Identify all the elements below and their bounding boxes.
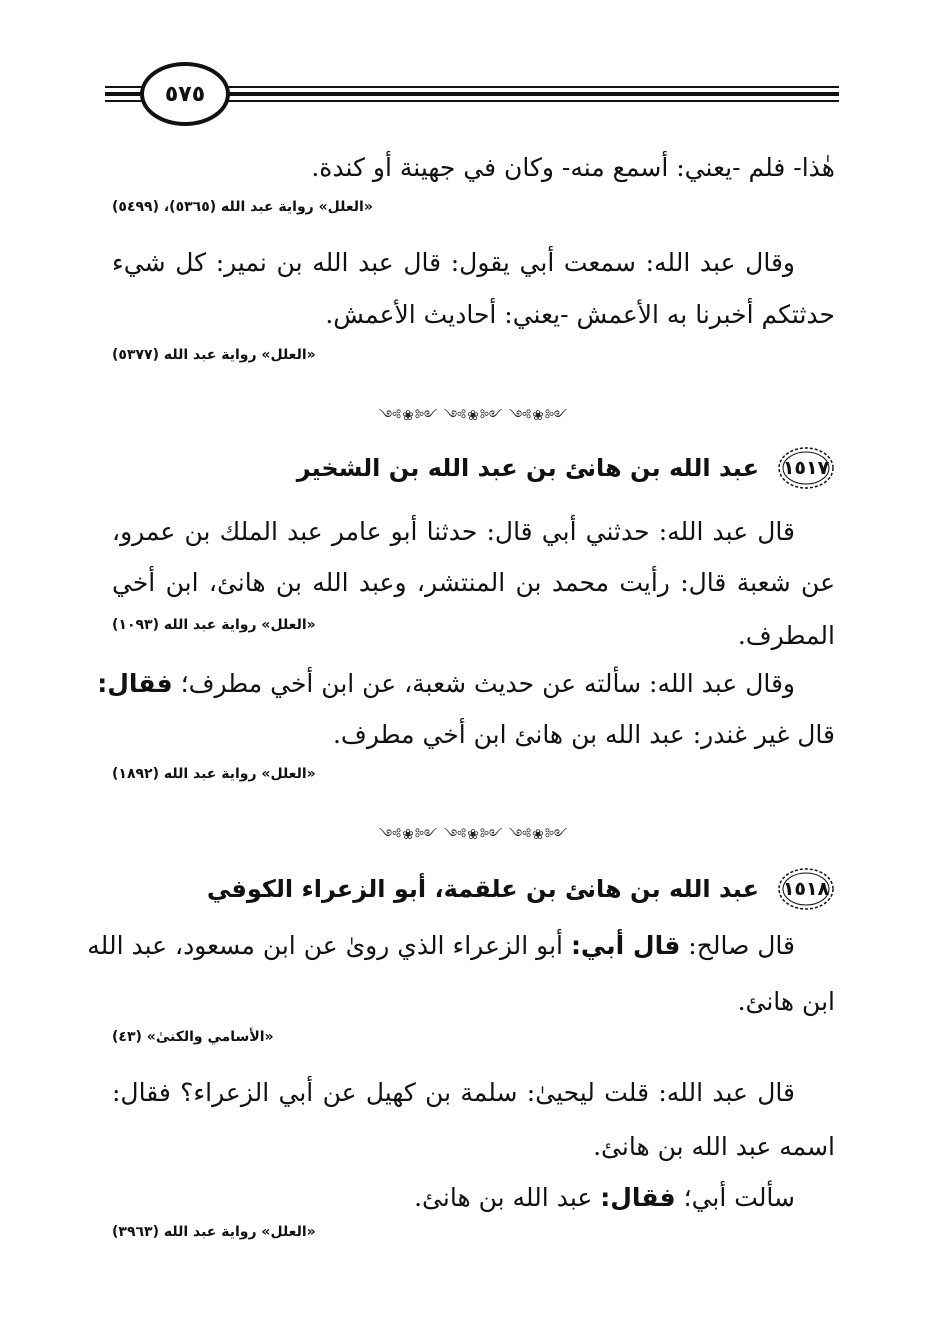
page-number: ٥٧٥ — [140, 62, 230, 126]
section-divider-ornament: ༺❀༻ ༺❀༻ ༺❀༻ — [378, 827, 569, 843]
text-run: وقال عبد الله: سألته عن حديث شعبة، عن ابن أخي مطرف؛ — [172, 669, 795, 698]
text-line: قال عبد الله: حدثني أبي قال: حدثنا أبو عامر عبد الملك بن عمرو، — [112, 517, 795, 546]
entry-title: عبد الله بن هانئ بن علقمة، أبو الزعراء الكوفي — [206, 875, 759, 903]
entry-heading — [112, 866, 835, 912]
emphasis: قال أبي: — [570, 931, 681, 960]
source-citation: «العلل» رواية عبد الله (٣٩٦٣) — [112, 1224, 316, 1240]
text-line — [112, 1178, 835, 1218]
text-line: قال غير غندر: عبد الله بن هانئ ابن أخي مطرف. — [332, 720, 835, 749]
text-line: هٰذا- فلم -يعني: أسمع منه- وكان في جهينة أو كندة. — [311, 153, 835, 182]
source-citation: «العلل» رواية عبد الله (٥٣٦٥)، (٥٤٩٩) — [112, 199, 373, 215]
entry-heading — [112, 445, 835, 491]
text-run: قال صالح: — [680, 931, 795, 960]
text-line: عن شعبة قال: رأيت محمد بن المنتشر، وعبد الله بن هانئ، ابن أخي — [112, 568, 835, 597]
text-line: ابن هانئ. — [737, 987, 835, 1016]
text-line: المطرف. — [737, 621, 835, 650]
text-line: اسمه عبد الله بن هانئ. — [593, 1132, 835, 1161]
text-run: أبو الزعراء الذي روىٰ عن ابن مسعود، عبد الله — [87, 931, 571, 960]
text-line: وقال عبد الله: سمعت أبي يقول: قال عبد الله بن نمير: كل شيء — [112, 248, 795, 277]
emphasis: فقال: — [600, 1183, 676, 1212]
source-citation: «العلل» رواية عبد الله (١٨٩٢) — [112, 766, 316, 782]
text-run: عبد الله بن هانئ. — [414, 1183, 601, 1212]
text-run: سألت أبي؛ — [675, 1183, 795, 1212]
text-line — [87, 926, 835, 966]
entry-title: عبد الله بن هانئ بن عبد الله بن الشخير — [296, 454, 759, 482]
entry-number-badge — [777, 866, 835, 912]
source-citation: «العلل» رواية عبد الله (١٠٩٣) — [112, 617, 316, 633]
entry-number: ١٥١٨ — [782, 878, 830, 900]
entry-number: ١٥١٧ — [782, 457, 830, 479]
text-line — [97, 664, 835, 704]
emphasis: فقال: — [97, 669, 173, 698]
source-citation: «العلل» رواية عبد الله (٥٣٧٧) — [112, 347, 316, 363]
source-citation: «الأسامي والكنىٰ» (٤٣) — [112, 1029, 274, 1045]
entry-number-badge — [777, 445, 835, 491]
text-line: حدثتكم أخبرنا به الأعمش -يعني: أحاديث الأعمش. — [325, 300, 835, 329]
section-divider-ornament: ༺❀༻ ༺❀༻ ༺❀༻ — [378, 408, 569, 424]
text-line: قال عبد الله: قلت ليحيىٰ: سلمة بن كهيل عن أبي الزعراء؟ فقال: — [112, 1078, 795, 1107]
